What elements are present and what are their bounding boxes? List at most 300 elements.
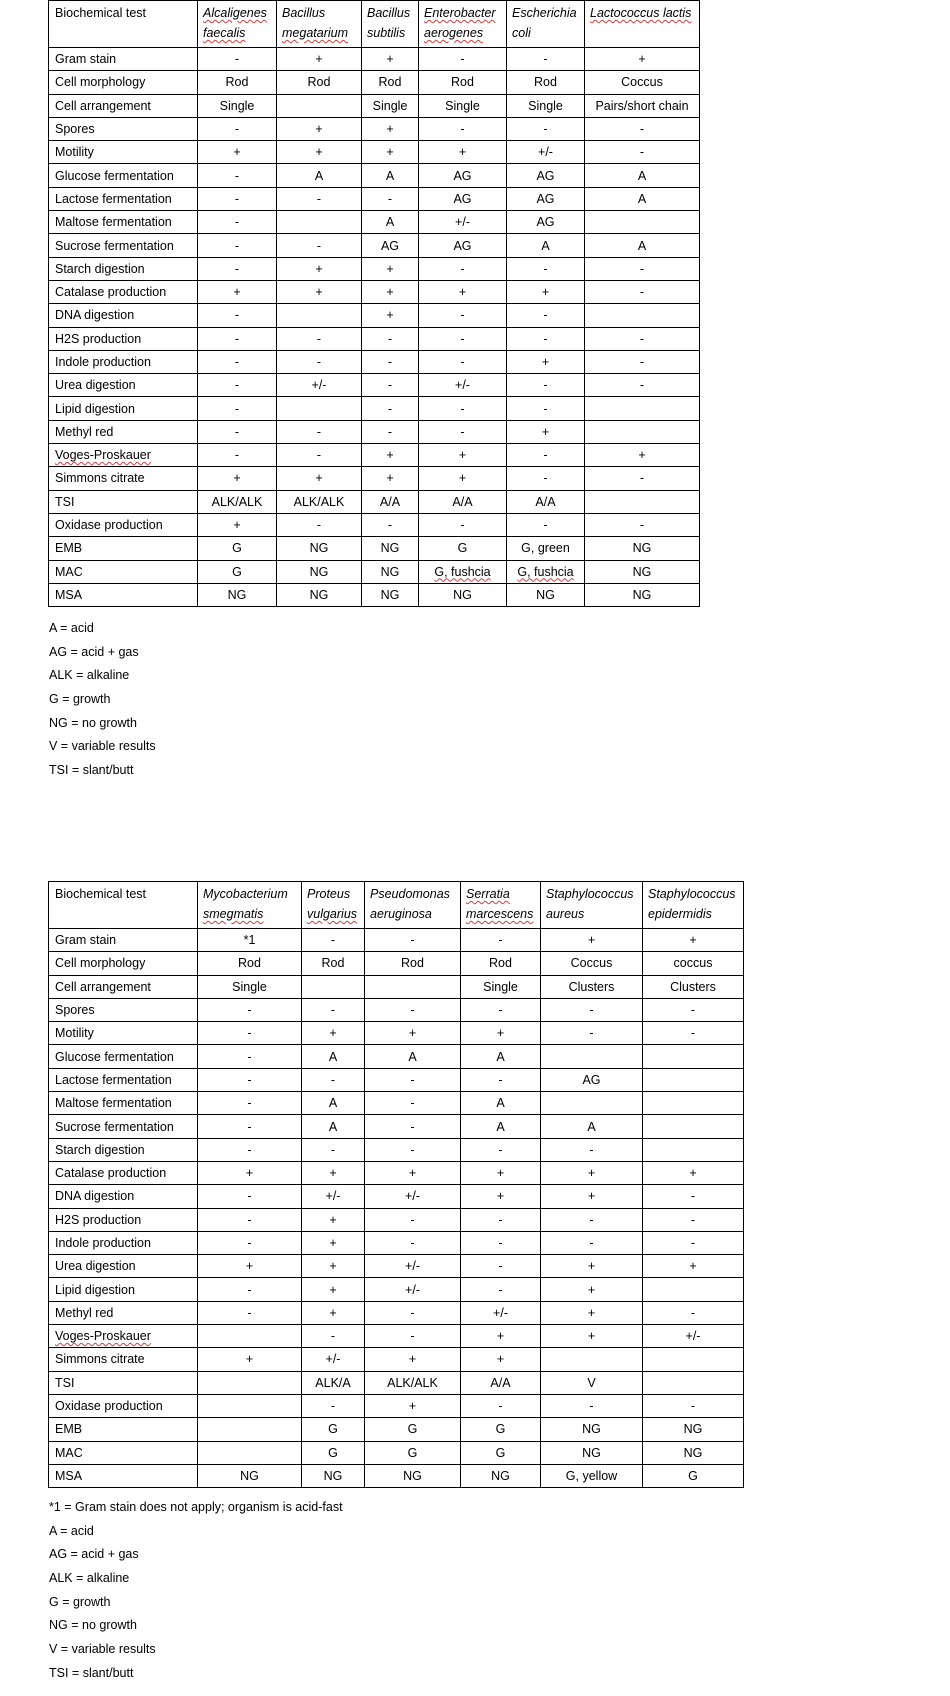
test-name-cell <box>49 1115 198 1138</box>
legend-item: V = variable results <box>49 1642 156 1657</box>
result-value: AG <box>380 238 400 253</box>
test-name-cell <box>49 513 198 536</box>
result-cell <box>198 537 277 560</box>
test-name-cell <box>49 444 198 467</box>
test-name-cell <box>49 1418 198 1441</box>
result-value: coccus <box>673 956 713 971</box>
result-cell <box>585 211 700 234</box>
test-name: Motility <box>55 1026 94 1041</box>
result-value: - <box>589 1212 594 1227</box>
result-value: Pairs/short chain <box>595 98 689 113</box>
result-cell <box>585 467 700 490</box>
result-value: - <box>589 1399 594 1414</box>
result-cell <box>302 1185 365 1208</box>
result-value: - <box>589 1026 594 1041</box>
organism-species: aerogenes <box>424 26 484 40</box>
result-cell <box>198 257 277 280</box>
result-cell <box>541 1394 643 1417</box>
result-value: - <box>247 1212 252 1227</box>
result-cell <box>507 560 585 583</box>
result-value: + <box>329 1236 337 1250</box>
result-cell <box>585 48 700 71</box>
result-value: - <box>460 355 465 369</box>
result-cell <box>507 374 585 397</box>
result-cell <box>277 397 362 420</box>
result-cell <box>302 998 365 1021</box>
test-name-cell <box>49 117 198 140</box>
table-row <box>49 1348 744 1371</box>
result-value: +/- <box>325 1189 341 1204</box>
result-value: - <box>234 52 240 67</box>
result-value: + <box>329 1282 337 1297</box>
result-value: + <box>496 1352 505 1367</box>
result-cell <box>643 1138 744 1161</box>
organism-species: smegmatis <box>203 907 264 921</box>
test-name-cell <box>49 560 198 583</box>
test-name-cell <box>49 94 198 117</box>
column-header-organism <box>585 1 700 48</box>
result-value: - <box>387 378 393 393</box>
result-cell <box>277 280 362 303</box>
result-value: A/A <box>379 494 401 509</box>
column-header-organism <box>419 1 507 48</box>
result-value: A <box>314 168 324 183</box>
result-cell <box>198 513 277 536</box>
result-cell <box>365 929 461 952</box>
result-value: - <box>498 1236 503 1250</box>
test-name: EMB <box>55 541 83 556</box>
result-cell <box>365 1255 461 1278</box>
result-cell <box>507 304 585 327</box>
test-name-cell <box>49 304 198 327</box>
result-value: - <box>543 122 548 137</box>
result-cell <box>198 1161 302 1184</box>
result-cell <box>365 1138 461 1161</box>
result-cell <box>461 1348 541 1371</box>
result-cell <box>507 350 585 373</box>
result-cell <box>419 374 507 397</box>
table-row <box>49 1255 744 1278</box>
organism-genus: Proteus <box>307 887 351 901</box>
result-value: + <box>233 471 241 486</box>
test-name-cell <box>49 952 198 975</box>
result-value: G <box>495 1422 506 1437</box>
result-cell <box>643 952 744 975</box>
result-cell <box>362 94 419 117</box>
result-cell <box>507 444 585 467</box>
result-cell <box>198 583 277 606</box>
result-value: A <box>385 215 395 230</box>
result-cell <box>643 1371 744 1394</box>
result-cell <box>198 1325 302 1348</box>
result-value: + <box>386 471 394 486</box>
result-value: - <box>247 1026 252 1041</box>
result-value: NG <box>309 587 329 602</box>
result-cell <box>541 1441 643 1464</box>
result-cell <box>507 187 585 210</box>
organism-genus: Escherichia <box>512 6 577 20</box>
test-name-cell <box>49 397 198 420</box>
result-value: + <box>458 285 467 300</box>
result-cell <box>541 1185 643 1208</box>
result-cell <box>541 1161 643 1184</box>
result-cell <box>643 1185 744 1208</box>
result-cell <box>362 583 419 606</box>
result-cell <box>277 420 362 443</box>
result-cell <box>198 1348 302 1371</box>
result-value: - <box>234 355 240 369</box>
result-cell <box>277 537 362 560</box>
result-value: + <box>245 1166 254 1181</box>
result-cell <box>461 1208 541 1231</box>
result-cell <box>541 929 643 952</box>
result-cell <box>198 1138 302 1161</box>
test-name-cell <box>49 1441 198 1464</box>
result-cell <box>507 467 585 490</box>
result-value: - <box>543 331 548 346</box>
result-cell <box>461 1231 541 1254</box>
result-cell <box>643 1325 744 1348</box>
result-cell <box>461 1464 541 1487</box>
result-cell <box>643 1464 744 1487</box>
result-cell <box>365 1045 461 1068</box>
result-cell <box>643 1208 744 1231</box>
result-cell <box>541 1022 643 1045</box>
test-name-cell <box>49 1255 198 1278</box>
result-cell <box>541 1045 643 1068</box>
result-cell <box>362 490 419 513</box>
result-value: A <box>637 168 647 183</box>
legend-item: A = acid <box>49 621 94 635</box>
legend-item: NG = no growth <box>49 1618 137 1633</box>
result-cell <box>643 1115 744 1138</box>
result-cell <box>365 1418 461 1441</box>
result-value: NG <box>309 541 329 556</box>
test-name: Spores <box>55 122 95 137</box>
column-header-organism <box>198 882 302 929</box>
result-cell <box>302 1441 365 1464</box>
result-value: + <box>587 1305 596 1320</box>
result-value: - <box>460 401 465 416</box>
result-value: + <box>408 1399 417 1414</box>
result-cell <box>585 164 700 187</box>
result-value: + <box>458 145 467 160</box>
result-cell <box>541 1325 643 1348</box>
result-cell <box>419 234 507 257</box>
result-value: ALK/ALK <box>387 1375 438 1390</box>
result-cell <box>585 444 700 467</box>
result-cell <box>198 327 277 350</box>
result-cell <box>362 234 419 257</box>
test-name: Lactose fermentation <box>55 191 172 206</box>
result-value: G, fushcia <box>517 564 574 579</box>
result-cell <box>643 1348 744 1371</box>
result-value: + <box>496 1329 505 1344</box>
legend-item: G = growth <box>49 692 111 707</box>
result-value: NG <box>491 1468 510 1483</box>
test-name-cell <box>49 187 198 210</box>
result-value: - <box>639 378 645 393</box>
result-cell <box>585 350 700 373</box>
result-cell <box>585 187 700 210</box>
result-value: AG <box>536 215 555 230</box>
result-value: - <box>639 261 645 276</box>
organism-species: epidermidis <box>648 907 712 921</box>
test-name-cell <box>49 211 198 234</box>
result-cell <box>419 420 507 443</box>
result-value: G <box>688 1468 698 1483</box>
table-row <box>49 1441 744 1464</box>
test-name-cell <box>49 537 198 560</box>
result-value: NG <box>453 587 472 602</box>
table-row <box>49 444 700 467</box>
result-cell <box>419 71 507 94</box>
result-cell <box>461 1115 541 1138</box>
result-value: + <box>315 122 323 137</box>
result-cell <box>198 1441 302 1464</box>
result-value: + <box>386 448 394 463</box>
result-cell <box>362 560 419 583</box>
result-cell <box>362 257 419 280</box>
result-cell <box>419 211 507 234</box>
result-cell <box>461 1418 541 1441</box>
result-cell <box>643 1022 744 1045</box>
result-value: AG <box>453 168 472 183</box>
legend-item: ALK = alkaline <box>49 668 130 683</box>
result-cell <box>461 1161 541 1184</box>
result-value: Rod <box>401 956 424 971</box>
organism-species: marcescens <box>466 907 534 921</box>
result-value: - <box>460 308 465 323</box>
result-value: - <box>316 331 322 346</box>
test-name-cell <box>49 1138 198 1161</box>
result-cell <box>362 48 419 71</box>
result-cell <box>365 1161 461 1184</box>
result-cell <box>277 211 362 234</box>
test-name-cell <box>49 490 198 513</box>
result-value: - <box>330 1329 336 1344</box>
result-value: +/- <box>455 378 470 393</box>
test-name: Cell arrangement <box>55 979 151 994</box>
result-value: - <box>234 238 240 253</box>
test-name: Starch digestion <box>55 1142 145 1157</box>
result-value: - <box>234 168 240 183</box>
result-cell <box>541 1068 643 1091</box>
result-value: A <box>328 1096 338 1111</box>
result-value: *1 <box>243 933 256 948</box>
result-cell <box>585 280 700 303</box>
result-cell <box>365 1068 461 1091</box>
result-value: NG <box>309 564 329 579</box>
result-value: - <box>589 1142 594 1157</box>
test-name: Lactose fermentation <box>55 1072 172 1087</box>
table-row <box>49 1068 744 1091</box>
result-value: - <box>410 1329 415 1344</box>
table-row <box>49 1115 744 1138</box>
result-value: - <box>639 285 645 300</box>
result-value: Clusters <box>568 979 615 994</box>
test-name: MSA <box>55 1468 83 1483</box>
result-cell <box>198 1231 302 1254</box>
test-name: Methyl red <box>55 424 114 439</box>
result-value: - <box>387 401 393 416</box>
result-cell <box>277 444 362 467</box>
biochemical-table-2 <box>48 881 744 1488</box>
table-row <box>49 1394 744 1417</box>
column-header-organism <box>198 1 277 48</box>
test-name: Motility <box>55 145 94 160</box>
result-cell <box>302 1348 365 1371</box>
test-name: Lipid digestion <box>55 1282 135 1297</box>
result-cell <box>365 1441 461 1464</box>
test-name-cell <box>49 280 198 303</box>
test-name: Starch digestion <box>55 261 145 276</box>
test-name: MSA <box>55 587 83 602</box>
result-cell <box>198 1278 302 1301</box>
result-value: + <box>386 308 394 323</box>
result-value: + <box>329 1212 337 1227</box>
result-cell <box>277 467 362 490</box>
table-row <box>49 304 700 327</box>
result-cell <box>365 1022 461 1045</box>
table-row <box>49 1464 744 1487</box>
result-cell <box>507 280 585 303</box>
result-cell <box>302 1371 365 1394</box>
organism-genus: Enterobacter <box>424 6 496 20</box>
test-name-cell <box>49 1068 198 1091</box>
biochemical-table-1 <box>48 0 700 607</box>
result-value: Single <box>232 979 267 994</box>
result-cell <box>585 374 700 397</box>
result-cell <box>277 374 362 397</box>
table-row <box>49 998 744 1021</box>
result-value: + <box>587 1166 596 1181</box>
result-value: + <box>315 471 323 486</box>
result-cell <box>277 350 362 373</box>
table-row <box>49 467 700 490</box>
result-cell <box>365 1371 461 1394</box>
result-value: - <box>316 355 322 369</box>
result-cell <box>277 490 362 513</box>
result-cell <box>198 374 277 397</box>
table-row <box>49 1185 744 1208</box>
result-value: A <box>587 1119 596 1134</box>
result-cell <box>198 211 277 234</box>
result-value: Rod <box>238 956 261 971</box>
result-value: + <box>408 1352 417 1367</box>
result-cell <box>461 1301 541 1324</box>
result-value: - <box>316 191 322 206</box>
result-cell <box>362 164 419 187</box>
result-cell <box>643 1161 744 1184</box>
result-cell <box>461 1092 541 1115</box>
result-value: NG <box>240 1468 259 1483</box>
result-value: - <box>410 1236 415 1250</box>
result-value: A <box>637 191 647 206</box>
result-value: - <box>589 1003 594 1018</box>
result-value: Rod <box>451 75 474 90</box>
result-value: - <box>330 933 336 948</box>
legend-1 <box>49 617 156 783</box>
result-cell <box>507 327 585 350</box>
result-value: + <box>315 285 323 300</box>
result-value: - <box>543 401 548 416</box>
result-cell <box>302 1092 365 1115</box>
result-value: - <box>690 1305 696 1320</box>
result-value: A <box>541 238 550 253</box>
result-cell <box>643 1441 744 1464</box>
result-value: +/- <box>405 1282 420 1297</box>
result-cell <box>277 304 362 327</box>
result-value: + <box>329 1026 337 1041</box>
result-value: NG <box>380 587 400 602</box>
result-cell <box>507 583 585 606</box>
result-cell <box>461 1325 541 1348</box>
test-name-cell <box>49 998 198 1021</box>
result-value: + <box>245 1259 254 1274</box>
result-value: - <box>410 1212 415 1227</box>
result-value: A <box>496 1119 505 1134</box>
result-cell <box>198 467 277 490</box>
result-cell <box>362 304 419 327</box>
test-name-cell <box>49 975 198 998</box>
result-cell <box>507 490 585 513</box>
test-name-cell <box>49 1394 198 1417</box>
table-row <box>49 1325 744 1348</box>
result-value: A/A <box>452 494 473 509</box>
result-value: - <box>410 1305 415 1320</box>
result-value: + <box>587 1329 596 1344</box>
test-name-cell <box>49 1208 198 1231</box>
result-value: - <box>639 518 645 533</box>
test-name: MAC <box>55 1445 83 1460</box>
result-cell <box>507 537 585 560</box>
result-cell <box>507 513 585 536</box>
result-cell <box>362 420 419 443</box>
table-row <box>49 1022 744 1045</box>
result-cell <box>461 1138 541 1161</box>
test-name-cell <box>49 71 198 94</box>
result-value: - <box>460 518 465 533</box>
result-value: + <box>496 1189 505 1204</box>
result-value: + <box>386 122 394 137</box>
test-name-cell <box>49 1464 198 1487</box>
result-cell <box>585 583 700 606</box>
test-name-cell <box>49 164 198 187</box>
test-name-cell <box>49 1348 198 1371</box>
result-cell <box>461 1255 541 1278</box>
test-name: Urea digestion <box>55 1259 136 1274</box>
result-cell <box>461 975 541 998</box>
result-value: +/- <box>405 1189 420 1204</box>
result-cell <box>585 560 700 583</box>
result-cell <box>198 397 277 420</box>
result-value: - <box>247 1096 252 1111</box>
result-cell <box>362 280 419 303</box>
result-cell <box>302 1068 365 1091</box>
result-value: +/- <box>538 145 553 160</box>
result-cell <box>643 1231 744 1254</box>
result-cell <box>198 1371 302 1394</box>
result-value: + <box>689 1166 697 1181</box>
result-value: + <box>496 1026 505 1041</box>
result-value: - <box>410 1072 415 1087</box>
result-value: + <box>386 52 394 67</box>
organism-species: faecalis <box>203 26 246 40</box>
test-name-cell <box>49 420 198 443</box>
result-cell <box>198 164 277 187</box>
result-value: A <box>385 168 395 183</box>
